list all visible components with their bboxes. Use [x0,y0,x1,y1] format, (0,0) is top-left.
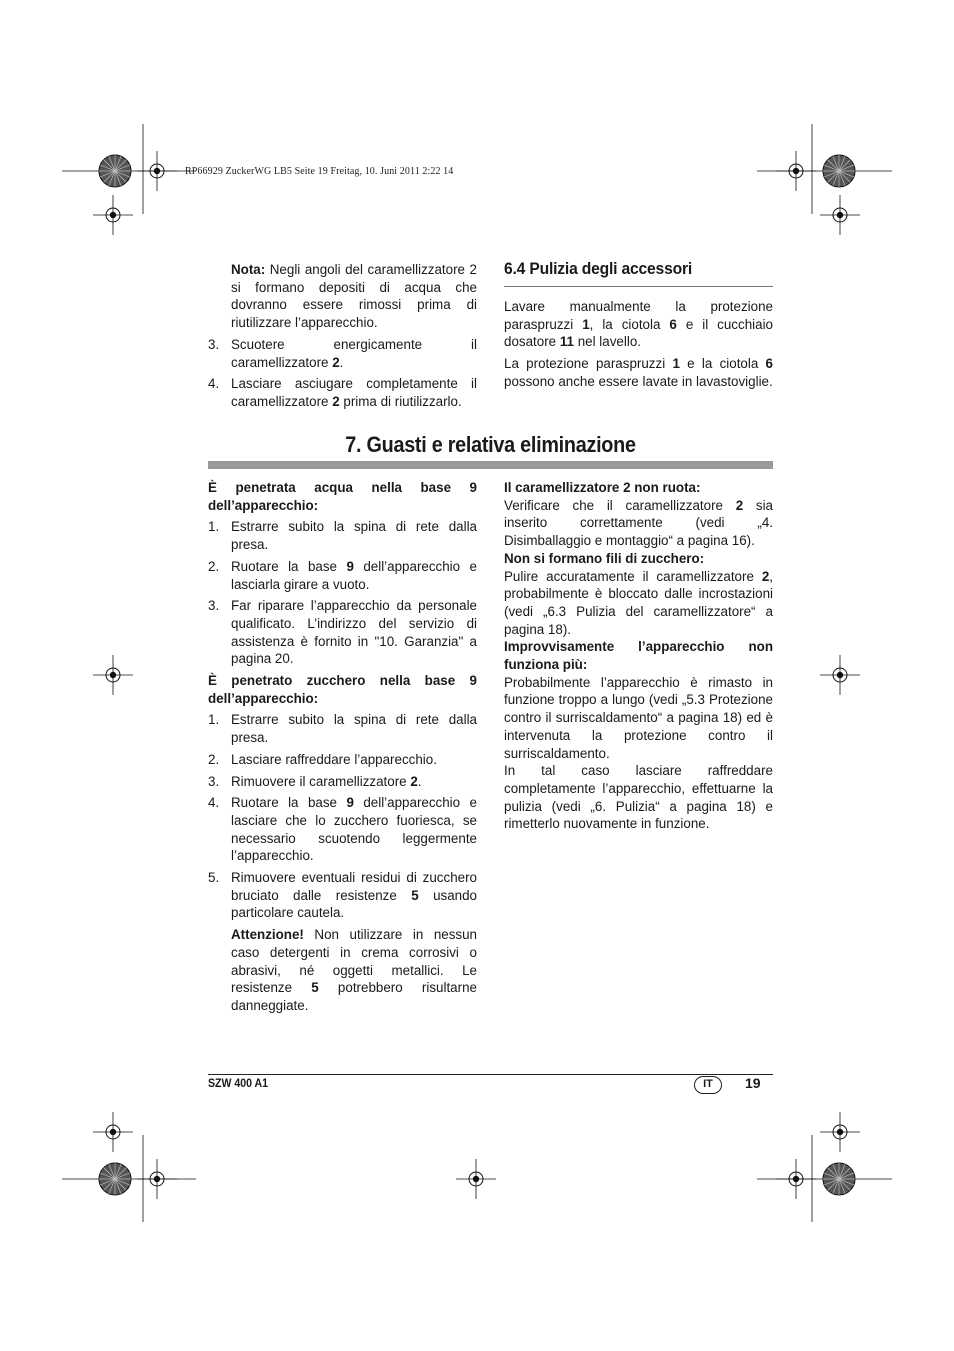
list-item: 3. Rimuovere il caramellizzatore 2. [208,773,422,789]
language-badge: IT [694,1076,722,1094]
top-left-column [208,261,477,411]
section-6-4-body [504,298,773,391]
footer-model: SZW 400 A1 [208,1076,269,1090]
list-item: 2. Lasciare raffreddare l’apparecchio. [208,751,437,767]
paragraph: Probabilmente l’apparecchio è rimasto in funzione troppo a lungo (vedi „5.3 Protezione contro il surriscaldamento“ a pagina 18) ed è intervenuta la protezione contro il surriscaldamento. [504,674,773,761]
paragraph: La protezione paraspruzzi 1 e la ciotola 6 possono anche essere lavate in lavastoviglie. [504,356,773,389]
note-paragraph [208,261,477,332]
right-column [504,479,773,833]
list-item: 1. Estrarre subito la spina di rete dalla presa. [208,519,477,553]
list-item: 3. Far riparare l’apparecchio da personale qualificato. L’indirizzo del servizio di assistenza è fornito in "10. Garanzia" a pagina 20. [208,598,477,667]
left-column [208,479,477,1015]
note-text: Negli angoli del caramellizzatore 2 si formano depositi di acqua che dovranno essere rimossi prima di riutilizzare l’apparecchio. [231,262,477,331]
paragraph: Verificare che il caramellizzatore 2 sia inserito correttamente (vedi „4. Disimballaggio e montaggio“ a pagina 16). [504,497,773,549]
warning-label: Attenzione! [231,927,304,943]
page-number: 19 [745,1075,761,1091]
subheading: Improvvisamente l’apparecchio non funziona più: [504,639,773,673]
chapter-heading-7: 7. Guasti e relativa eliminazione [345,432,636,457]
footer-rule [208,1074,773,1075]
print-info-line: RP66929 ZuckerWG LB5 Seite 19 Freitag, 10. Juni 2011 2:22 14 [185,166,454,177]
warning-paragraph: Attenzione! Non utilizzare in nessun caso detergenti in crema corrosivi o abrasivi, né oggetti metallici. Le resistenze 5 potrebbero risultarne danneggiate. [231,927,477,1013]
subheading: Non si formano fili di zucchero: [504,550,705,566]
list-item: 3. Scuotere energicamente il caramellizzatore 2. [208,336,477,370]
list-item: 4. Lasciare asciugare completamente il caramellizzatore 2 prima di riutilizzarlo. [208,376,477,409]
subheading: È penetrato zucchero nella base 9 dell’apparecchio: [208,673,477,706]
chapter-rule [208,461,773,469]
list-item: 1. Estrarre subito la spina di rete dalla presa. [208,712,477,746]
subheading: Il caramellizzatore 2 non ruota: [504,480,701,495]
paragraph: Pulire accuratamente il caramellizzatore 2, probabilmente è bloccato dalle incrostazioni (vedi „6.3 Pulizia del caramellizzatore“ a pagina 18). [504,568,773,637]
section-heading-6-4: 6.4 Pulizia degli accessori [504,259,693,278]
paragraph: In tal caso lasciare raffreddare completamente l’apparecchio, effettuarne la pulizia (vedi „6. Pulizia“ a pagina 18) e rimetterlo nuovamente in funzione. [504,763,773,832]
heading-underline [504,286,773,287]
paragraph: Lavare manualmente la protezione paraspruzzi 1, la ciotola 6 e il cucchiaio dosatore 11 nel lavello. [504,299,773,350]
list-item: 2. Ruotare la base 9 dell’apparecchio e lasciarla girare a vuoto. [208,558,477,592]
list-item: 5. Rimuovere eventuali residui di zucchero bruciato dalle resistenze 5 usando particolare cautela. [208,870,477,921]
list-item: 4. Ruotare la base 9 dell’apparecchio e lasciare che lo zucchero fuoriesca, se necessario scuotendo leggermente l’apparecchio. [208,795,477,864]
subheading: È penetrata acqua nella base 9 dell’apparecchio: [208,480,477,513]
note-label: Nota: [231,262,266,277]
